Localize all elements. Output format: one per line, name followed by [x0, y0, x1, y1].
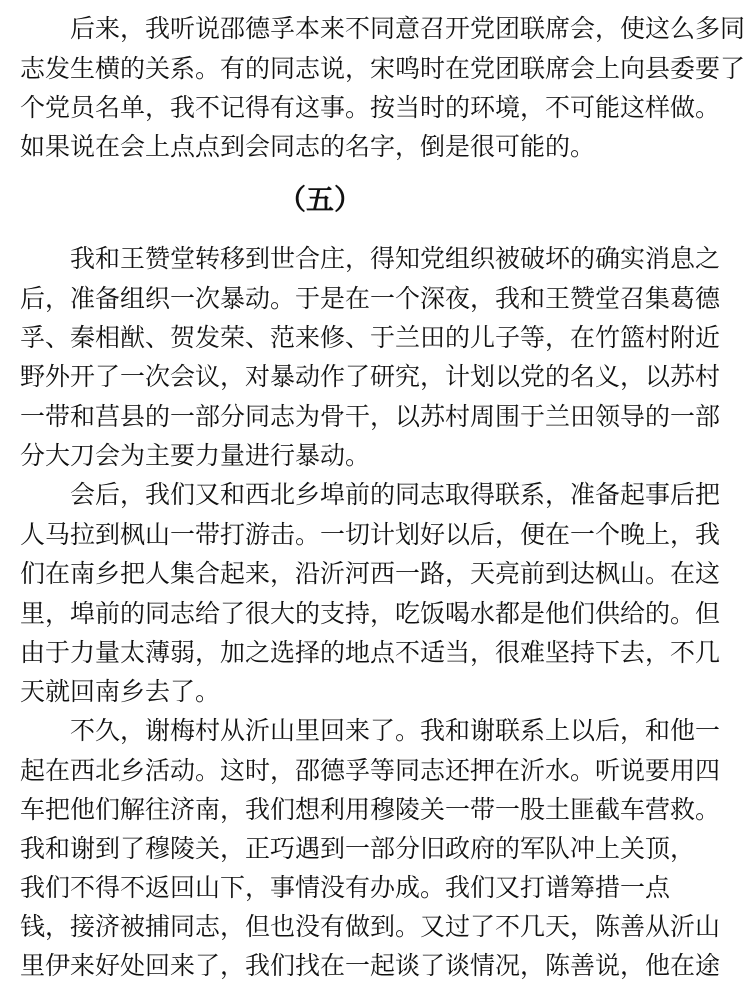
text-line-17: 不久，谢梅村从沂山里回来了。我和谢联系上以后，和他一 — [70, 716, 721, 745]
text-line-22: 钱，接济被捕同志，但也没有做到。又过了不几天，陈善从沂山 — [20, 912, 721, 941]
text-line-9: 一带和莒县的一部分同志为骨干，以苏村周围于兰田领导的一部 — [20, 402, 721, 431]
text-line-1: 后来，我听说邵德孚本来不同意召开党团联席会，使这么多同 — [70, 14, 745, 43]
text-line-23: 里伊来好处回来了，我们找在一起谈了谈情况，陈善说，他在途 — [20, 951, 721, 980]
text-line-7: 孚、秦相猷、贺发荣、范来修、于兰田的儿子等，在竹篮村附近 — [20, 323, 721, 352]
text-line-20: 我和谢到了穆陵关，正巧遇到一部分旧政府的军队冲上关顶， — [20, 834, 696, 863]
text-line-6: 后，准备组织一次暴动。于是在一个深夜，我和王赞堂召集葛德 — [20, 284, 721, 313]
text-line-8: 野外开了一次会议，对暴动作了研究，计划以党的名义，以苏村 — [20, 362, 721, 391]
text-line-5: 我和王赞堂转移到世合庄，得知党组织被破坏的确实消息之 — [70, 244, 721, 273]
text-line-16: 天就回南乡去了。 — [20, 677, 221, 706]
section-heading: （五） — [277, 183, 362, 216]
text-line-19: 车把他们解往济南，我们想利用穆陵关一带一股土匪截车营救。 — [20, 795, 721, 824]
text-line-14: 里，埠前的同志给了很大的支持，吃饭喝水都是他们供给的。但 — [20, 599, 721, 628]
text-line-12: 人马拉到枫山一带打游击。一切计划好以后，便在一个晚上，我 — [20, 520, 721, 549]
text-line-3: 个党员名单，我不记得有这事。按当时的环境，不可能这样做。 — [20, 93, 721, 122]
text-line-11: 会后，我们又和西北乡埠前的同志取得联系，准备起事后把 — [70, 480, 721, 509]
text-line-21: 我们不得不返回山下，事情没有办成。我们又打谱筹措一点 — [20, 873, 671, 902]
text-line-2: 志发生横的关系。有的同志说，宋鸣时在党团联席会上向县委要了 — [20, 54, 745, 83]
text-line-13: 们在南乡把人集合起来，沿沂河西一路，天亮前到达枫山。在这 — [20, 559, 721, 588]
text-line-10: 分大刀会为主要力量进行暴动。 — [20, 441, 371, 470]
text-line-18: 起在西北乡活动。这时，邵德孚等同志还押在沂水。听说要用四 — [20, 756, 721, 785]
text-line-4: 如果说在会上点点到会同志的名字，倒是很可能的。 — [20, 132, 596, 161]
text-line-15: 由于力量太薄弱，加之选择的地点不适当，很难坚持下去，不几 — [20, 638, 721, 667]
